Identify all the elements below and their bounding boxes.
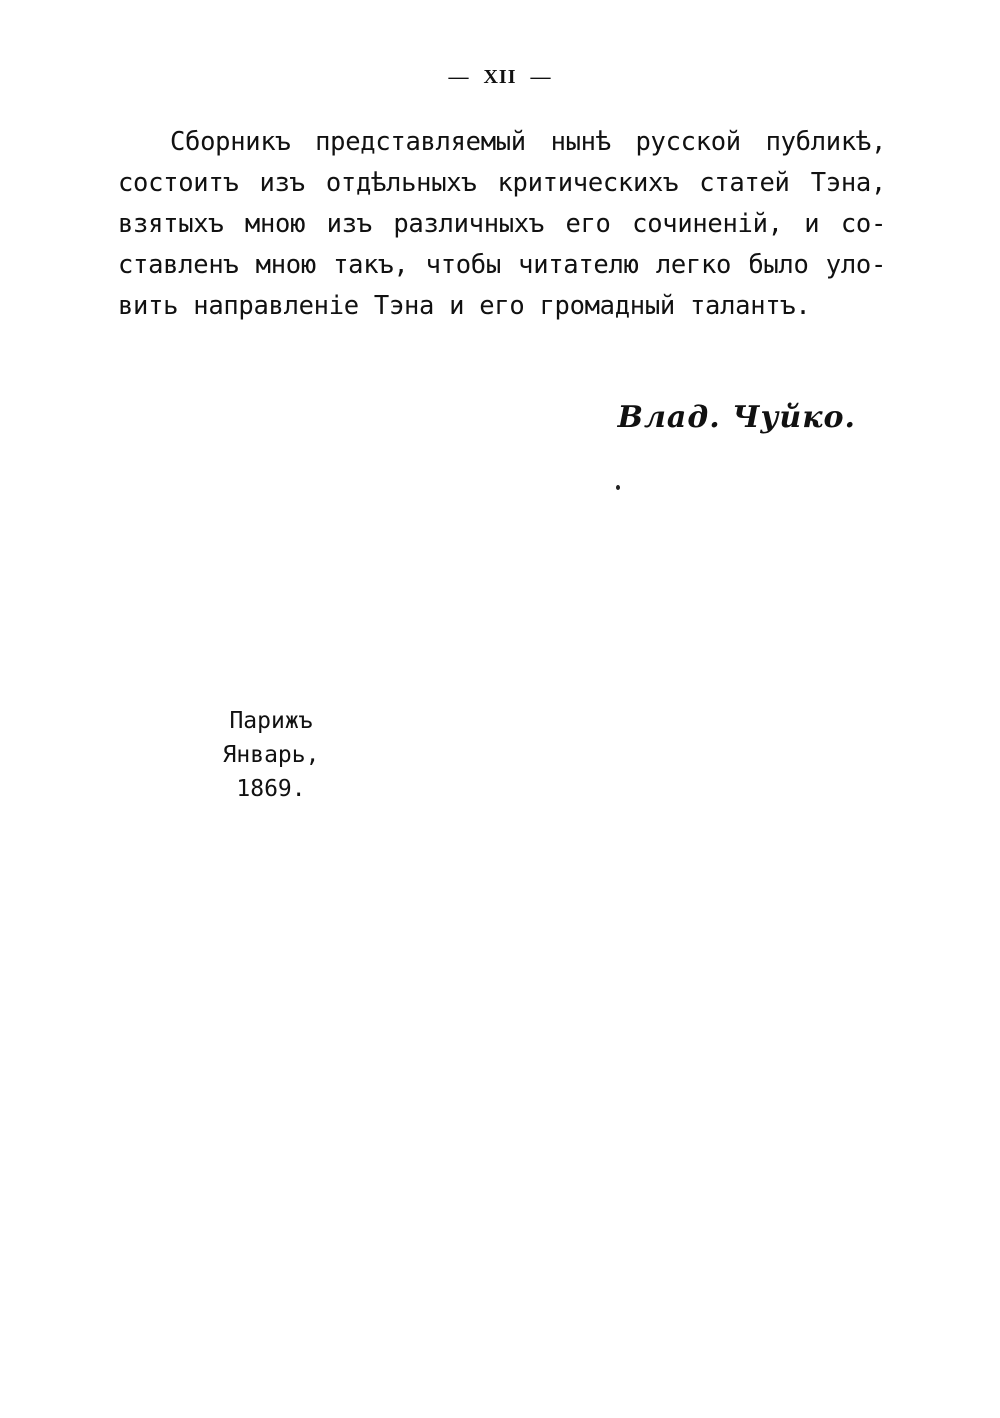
place-date-block (186, 704, 356, 806)
preface-paragraph (118, 122, 886, 327)
place-name: Парижъ (229, 708, 313, 734)
paragraph-line: ставленъ мною такъ, чтобы читателю легко было уло- (118, 250, 886, 280)
author-signature: Влад. Чуйко. (617, 400, 856, 435)
date-text: Январь, 1869. (222, 742, 320, 802)
ink-speck (616, 485, 620, 490)
paragraph-line: состоитъ изъ отдѣльныхъ критическихъ статей Тэна, (118, 168, 886, 198)
paragraph-line: вить направленіе Тэна и его громадный талантъ. (118, 291, 811, 321)
paragraph-line: взятыхъ мною изъ различныхъ его сочиненій, и со- (118, 209, 886, 239)
page-number: — XII — (448, 66, 552, 88)
paragraph-line: Сборникъ представляемый нынѣ русской публикѣ, (170, 127, 886, 157)
